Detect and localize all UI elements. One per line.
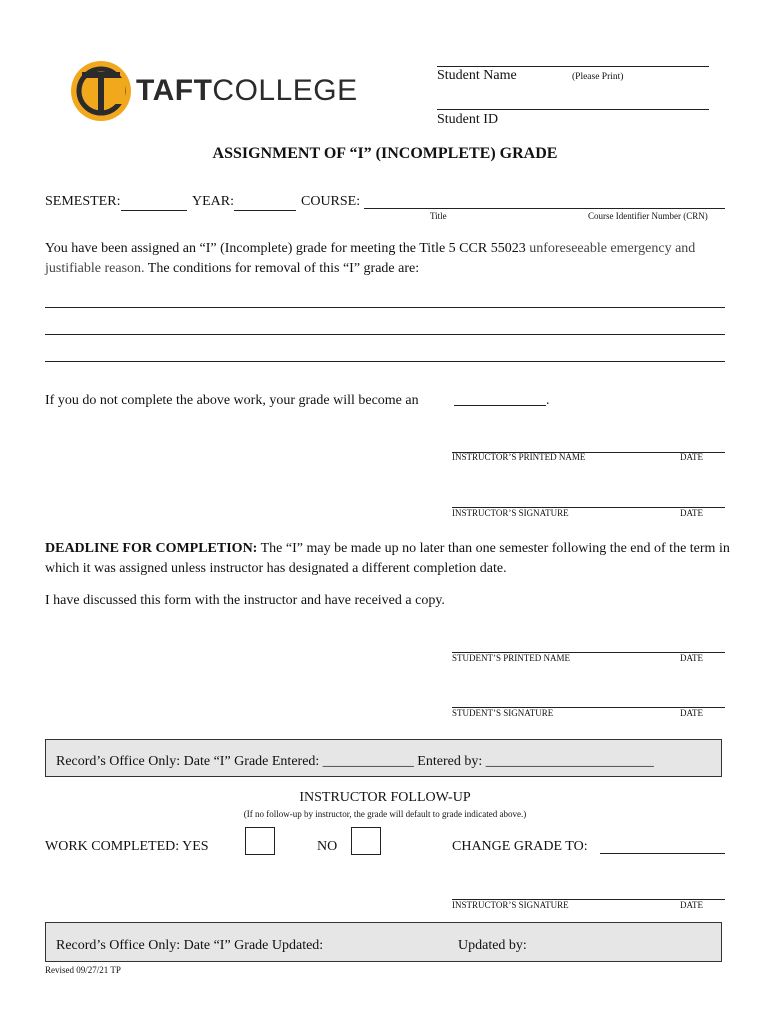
intro-text-2: The conditions for removal of this “I” grade are: xyxy=(144,261,420,276)
logo-bold: TAFT xyxy=(136,74,213,107)
student-name-label: Student Name xyxy=(437,68,517,83)
deadline-paragraph xyxy=(45,539,730,579)
please-print-label: (Please Print) xyxy=(572,72,624,82)
course-label: COURSE: xyxy=(301,194,361,209)
college-logo xyxy=(70,60,358,122)
semester-field[interactable] xyxy=(121,210,187,211)
followup-title: INSTRUCTOR FOLLOW-UP xyxy=(299,790,471,805)
acknowledgement-text: I have discussed this form with the instructor and have received a copy. xyxy=(45,593,445,608)
instructor-printed-name-label: INSTRUCTOR’S PRINTED NAME xyxy=(452,452,586,462)
year-label: YEAR: xyxy=(192,194,234,209)
logo-wordmark xyxy=(136,74,358,108)
crn-caption: Course Identifier Number (CRN) xyxy=(588,211,708,221)
updated-by-label: Updated by: xyxy=(458,938,527,953)
unforeseeable-emergency-link[interactable]: unforeseeable emergency and justifiable reason. xyxy=(45,241,696,276)
records-updated-text: Record’s Office Only: Date “I” Grade Updated: xyxy=(56,938,324,953)
deadline-heading: DEADLINE FOR COMPLETION: xyxy=(45,541,258,556)
followup-date-label: DATE xyxy=(680,900,703,910)
student-name-line[interactable] xyxy=(437,66,709,67)
student-date-label-1: DATE xyxy=(680,653,703,663)
fallback-grade-text: If you do not complete the above work, your grade will become an xyxy=(45,393,419,408)
no-label: NO xyxy=(317,839,338,854)
semester-label: SEMESTER: xyxy=(45,194,121,209)
followup-note: (If no follow-up by instructor, the grade will default to grade indicated above.) xyxy=(243,809,527,819)
instructor-signature-label: INSTRUCTOR’S SIGNATURE xyxy=(452,508,569,518)
deadline-text: The “I” may be made up no later than one semester following the end of the term in which it was assigned unless instructor has designated a different completion date. xyxy=(45,541,730,576)
course-field[interactable] xyxy=(364,208,725,209)
student-id-label: Student ID xyxy=(437,112,499,127)
followup-signature-label: INSTRUCTOR’S SIGNATURE xyxy=(452,900,569,910)
records-updated-box xyxy=(45,922,722,962)
no-checkbox[interactable] xyxy=(351,827,381,855)
condition-line-1[interactable] xyxy=(45,307,725,308)
year-field[interactable] xyxy=(234,210,296,211)
instructor-date-label-2: DATE xyxy=(680,508,703,518)
instructor-date-label-1: DATE xyxy=(680,452,703,462)
intro-paragraph xyxy=(45,239,730,279)
records-entered-text: Record’s Office Only: Date “I” Grade Entered: _____________ Entered by: ________________________ xyxy=(56,754,654,769)
change-grade-label: CHANGE GRADE TO: xyxy=(452,839,588,854)
records-entered-box xyxy=(45,739,722,777)
student-signature-label: STUDENT’S SIGNATURE xyxy=(452,708,554,718)
student-printed-name-label: STUDENT’S PRINTED NAME xyxy=(452,653,570,663)
fallback-grade-field[interactable] xyxy=(454,405,546,406)
work-completed-label: WORK COMPLETED: YES xyxy=(45,839,209,854)
change-grade-field[interactable] xyxy=(600,853,725,854)
logo-light: COLLEGE xyxy=(212,74,358,107)
student-date-label-2: DATE xyxy=(680,708,703,718)
revised-footer: Revised 09/27/21 TP xyxy=(45,965,121,975)
title-caption: Title xyxy=(430,211,447,221)
student-id-line[interactable] xyxy=(437,109,709,110)
tc-monogram-icon xyxy=(70,60,132,122)
intro-text: You have been assigned an “I” (Incomplete) grade for meeting the Title 5 CCR 55023 xyxy=(45,241,530,256)
page-title: ASSIGNMENT OF “I” (INCOMPLETE) GRADE xyxy=(212,145,558,162)
fallback-period: . xyxy=(546,393,550,408)
yes-checkbox[interactable] xyxy=(245,827,275,855)
condition-line-2[interactable] xyxy=(45,334,725,335)
condition-line-3[interactable] xyxy=(45,361,725,362)
